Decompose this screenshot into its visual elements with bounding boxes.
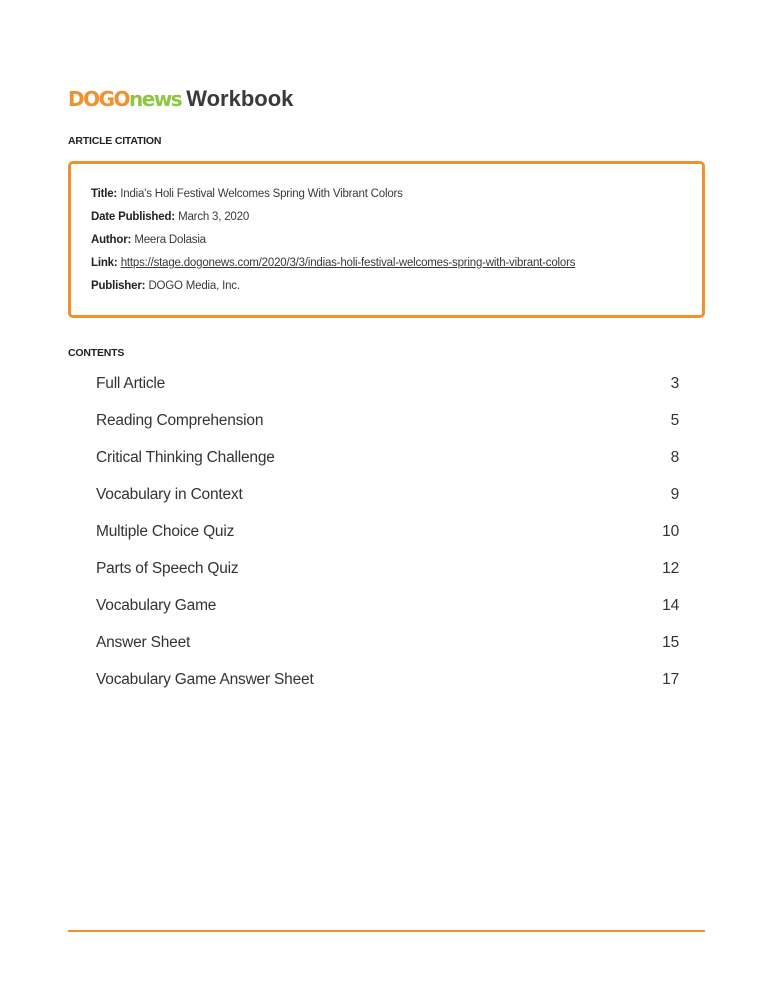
citation-author-value: Meera Dolasia — [134, 234, 206, 246]
toc-item-title: Full Article — [96, 375, 166, 392]
citation-publisher-value: DOGO Media, Inc. — [148, 280, 240, 292]
citation-publisher-label: Publisher: — [91, 280, 146, 292]
toc-item-title: Vocabulary in Context — [96, 486, 243, 503]
toc-item-page: 12 — [662, 560, 679, 577]
toc-item[interactable] — [96, 412, 679, 449]
citation-box — [68, 161, 705, 318]
toc-item-title: Answer Sheet — [96, 634, 191, 651]
logo-news-text: news — [129, 87, 182, 111]
toc-item-title: Vocabulary Game Answer Sheet — [96, 671, 314, 688]
toc-item-page: 15 — [662, 634, 679, 651]
citation-title-value: India's Holi Festival Welcomes Spring With Vibrant Colors — [120, 188, 403, 200]
toc-item[interactable] — [96, 671, 679, 708]
citation-link-label: Link: — [91, 257, 118, 269]
citation-link[interactable]: https://stage.dogonews.com/2020/3/3/indias-holi-festival-welcomes-spring-with-vibrant-colors — [120, 257, 576, 269]
citation-link-row — [91, 257, 575, 269]
toc-item-title: Multiple Choice Quiz — [96, 523, 235, 540]
toc-item-page: 17 — [662, 671, 679, 688]
toc-item[interactable] — [96, 560, 679, 597]
contents-heading: CONTENTS — [68, 347, 125, 359]
toc-item-page: 10 — [662, 523, 679, 540]
citation-title-row — [91, 188, 403, 200]
page-header — [68, 86, 293, 116]
citation-date-value: March 3, 2020 — [178, 211, 250, 223]
citation-date-row — [91, 211, 249, 223]
toc-item-page: 3 — [670, 375, 679, 392]
toc-item-title: Critical Thinking Challenge — [96, 449, 275, 466]
toc-item-title: Parts of Speech Quiz — [96, 560, 239, 577]
page-title: Workbook — [186, 86, 294, 111]
citation-title-label: Title: — [91, 188, 118, 200]
toc-item[interactable] — [96, 634, 679, 671]
toc-item[interactable] — [96, 449, 679, 486]
toc-item-page: 9 — [670, 486, 679, 503]
toc-item[interactable] — [96, 597, 679, 634]
toc-item-title: Reading Comprehension — [96, 412, 264, 429]
footer-divider — [68, 930, 705, 932]
citation-date-label: Date Published: — [91, 211, 175, 223]
citation-author-row — [91, 234, 206, 246]
table-of-contents — [96, 375, 679, 708]
logo-dogo-text: DOGO — [68, 87, 130, 111]
dogonews-logo — [68, 87, 181, 111]
toc-item-page: 8 — [670, 449, 679, 466]
toc-item[interactable] — [96, 375, 679, 412]
toc-item-page: 5 — [670, 412, 679, 429]
toc-item[interactable] — [96, 486, 679, 523]
toc-item-title: Vocabulary Game — [96, 597, 217, 614]
article-citation-heading: ARTICLE CITATION — [68, 135, 162, 147]
citation-publisher-row — [91, 280, 240, 292]
toc-item[interactable] — [96, 523, 679, 560]
toc-item-page: 14 — [662, 597, 679, 614]
citation-author-label: Author: — [91, 234, 132, 246]
